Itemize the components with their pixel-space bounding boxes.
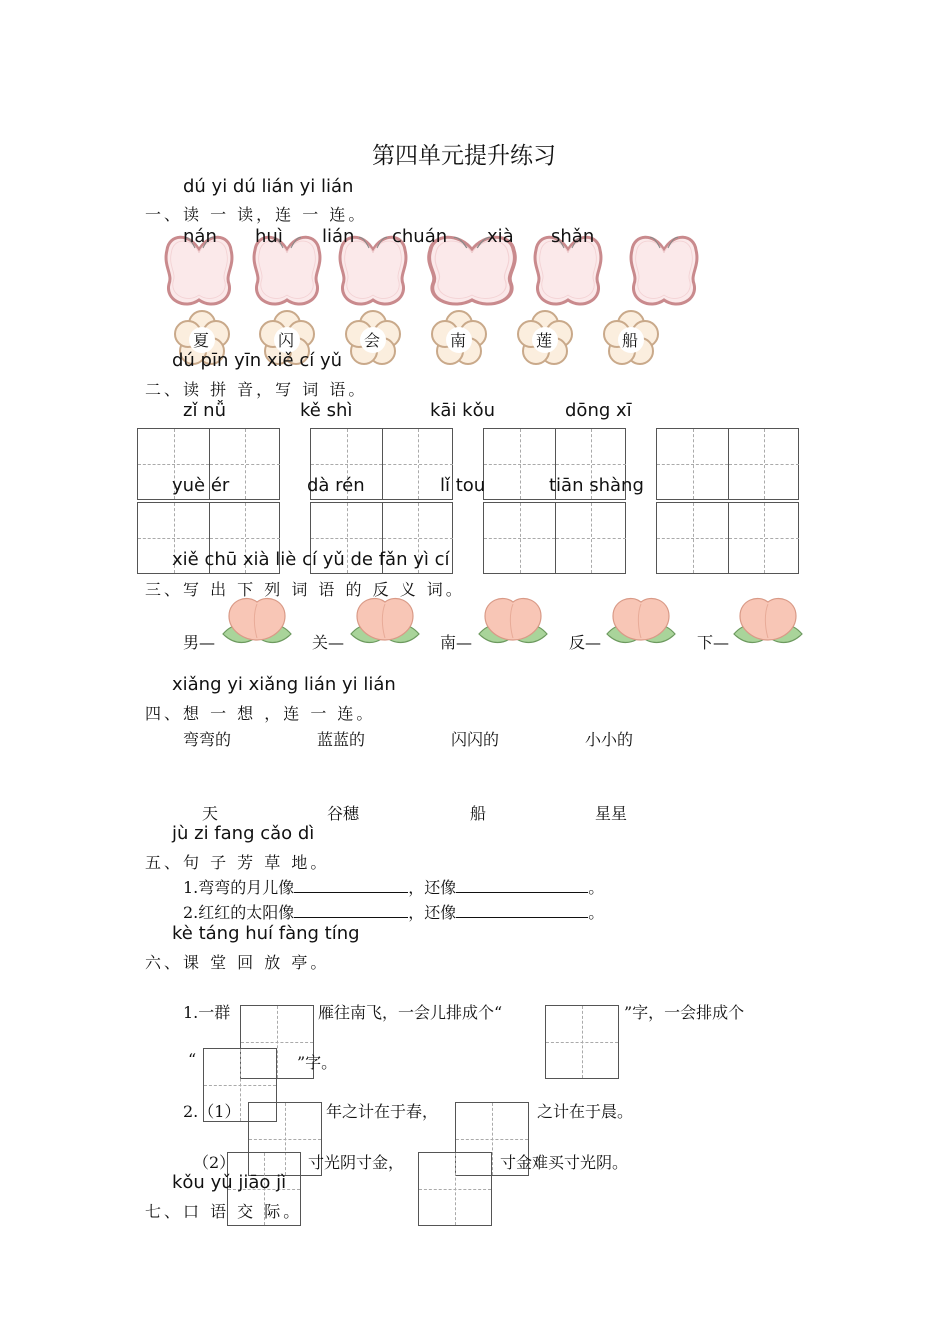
q2-start: 2.（1） [183,1102,241,1121]
flower-label-6: 船 [622,331,639,350]
match-top-3[interactable]: 闪闪的 [451,730,500,749]
word-pinyin-3: kāi kǒu [430,400,496,421]
flower-label-5: 莲 [536,331,553,350]
butterfly-6 [631,237,697,304]
section6-heading: 六、课 堂 回 放 亭。 [145,953,330,972]
word-pinyin-1: zǐ nǚ [183,400,226,421]
q3-start: （2） [193,1153,236,1172]
section3-heading: 三、写 出 下 列 词 语 的 反 义 词。 [145,580,465,599]
section2-pinyin: dú pīn yīn xiě cí yǔ [172,350,343,371]
word-pinyin-5: yuè ér [172,475,230,496]
sentence-2-start: 2.红红的太阳像 [183,903,295,922]
peach-3 [479,598,547,642]
q3-mid: 寸光阴寸金， [308,1153,405,1172]
word-pinyin-7: lǐ tou [440,475,486,496]
section5-pinyin: jù zi fang cǎo dì [172,823,315,844]
sentence-1-start: 1.弯弯的月儿像 [183,878,295,897]
peach-4 [607,598,675,642]
writing-grid-7[interactable] [483,502,626,574]
butterfly-3 [340,237,406,304]
antonym-item-1: 男— [183,633,216,652]
q2-end: 之计在于晨。 [537,1102,634,1121]
section4-heading: 四、想 一 想 ，连 一 连。 [145,704,376,723]
peach-2 [351,598,419,642]
word-pinyin-4: dōng xī [565,400,632,421]
butterfly-2 [254,237,320,304]
butterfly-label-6: shǎn [551,226,595,247]
section7-heading: 七、口 语 交 际。 [145,1202,303,1221]
sentence-2-mid: ，还像 [408,903,457,922]
antonym-item-2: 关— [312,633,345,652]
match-bottom-4[interactable]: 星星 [595,804,628,823]
q1-start: 1.一群 [183,1003,231,1022]
peach-shapes [0,596,950,656]
sentence-1-end: 。 [588,878,605,897]
writing-grid-4[interactable] [656,428,799,500]
match-bottom-1[interactable]: 天 [202,804,219,823]
blank-1a[interactable] [294,876,408,893]
match-bottom-2[interactable]: 谷穗 [327,804,360,823]
section7-pinyin: kǒu yǔ jiāo jì [172,1172,287,1193]
section2-heading: 二、读 拼 音，写 词 语。 [145,380,368,399]
section6-pinyin: kè táng huí fàng tíng [172,923,360,944]
match-top-4[interactable]: 小小的 [585,730,634,749]
butterfly-label-3: lián [322,226,355,247]
section1-pinyin: dú yi dú lián yi lián [183,176,354,197]
flower-label-1: 夏 [193,331,210,350]
butterfly-label-4: chuán [392,226,448,247]
flower-label-2: 闪 [278,331,295,350]
blank-2a[interactable] [294,901,408,918]
butterfly-1 [166,237,232,304]
antonym-item-4: 反— [569,633,602,652]
sentence-2 [183,900,604,923]
flower-label-3: 会 [364,331,381,350]
q1-mid: 雁往南飞，一会儿排成个“ [318,1003,503,1022]
sentence-1 [183,875,604,898]
word-pinyin-2: kě shì [300,400,353,421]
writing-grid-8[interactable] [656,502,799,574]
page-title: 第四单元提升练习 [372,143,556,169]
match-top-1[interactable]: 弯弯的 [183,730,232,749]
fill-box-7[interactable] [418,1152,492,1226]
butterfly-label-1: nán [183,226,217,247]
match-top-2[interactable]: 蓝蓝的 [317,730,366,749]
word-pinyin-6: dà rén [307,475,365,496]
word-pinyin-8: tiān shàng [549,475,644,496]
section5-heading: 五、句 子 芳 草 地。 [145,853,330,872]
antonym-item-3: 南— [440,633,473,652]
match-bottom-3[interactable]: 船 [470,804,487,823]
antonym-item-5: 下— [697,633,730,652]
flower-label-4: 南 [450,331,467,350]
butterfly-label-5: xià [487,226,514,247]
q1-end: ”字，一会排成个 [624,1003,745,1022]
blank-2b[interactable] [456,901,588,918]
fill-box-2[interactable] [545,1005,619,1079]
q1-open-quote: “ [188,1050,197,1069]
blank-1b[interactable] [456,876,588,893]
butterfly-shapes [0,228,950,318]
sentence-2-end: 。 [588,903,605,922]
q1-close: ”字。 [297,1053,338,1072]
section3-pinyin: xiě chū xià liè cí yǔ de fǎn yì cí [172,549,450,570]
flower-shapes [0,310,950,370]
section1-heading: 一、读 一 读，连 一 连。 [145,205,368,224]
peach-1 [223,598,291,642]
sentence-1-mid: ，还像 [408,878,457,897]
section4-pinyin: xiǎng yi xiǎng lián yi lián [172,674,396,695]
butterfly-5 [535,237,601,304]
butterfly-4 [429,237,515,304]
q3-end: 寸金难买寸光阴。 [500,1153,629,1172]
peach-5 [734,598,802,642]
butterfly-label-2: huì [255,226,283,247]
q2-mid: 年之计在于春， [326,1102,439,1121]
